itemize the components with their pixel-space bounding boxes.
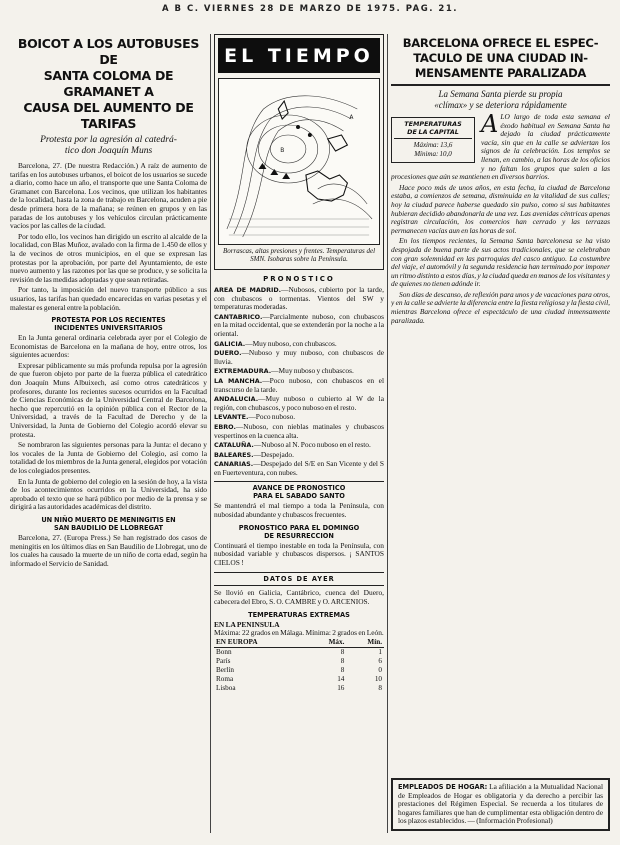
forecast-text: —Nubosos, cubierto por la tarde, con chubascos o tormentas. Vientos del SW y temperaturas moderadas. xyxy=(214,285,384,312)
datos-ayer-text: Se llovió en Galicia, Cantábrico, cuenca del Duero, cabecera del Ebro, S. O. CAMBRE y O. ARCENIOS. xyxy=(214,588,384,607)
table-cell: 14 xyxy=(337,675,345,684)
forecast-item xyxy=(214,413,384,422)
domingo-text: Continuará el tiempo inestable en toda la Península, con nubosidad variable y chubascos dispersos. ¡ SANTOS CIELOS ! xyxy=(214,540,384,567)
left-headline: BOICOT A LOS AUTOBUSES DE SANTA COLOMA DE GRAMANET A CAUSA DEL AUMENTO DE TARIFAS xyxy=(17,36,200,131)
forecast-region: EXTREMADURA. xyxy=(214,367,272,376)
column-rule xyxy=(387,34,388,833)
forecast-region: GALICIA. xyxy=(214,339,246,348)
paragraph: Hace poco más de unos años, en esta fecha, la ciudad de Barcelona estaba, a comienzos de semana, disminuida en la vitalidad de sus calles; hoy la ciudad parece haberse quedado sin pulso, como si sus habitantes hubieran decidido abandonarla de una vez. Las avenidas céntricas apenas registran circulación, los comercios han cerrado y las terrazas permanecen vacías aun en las horas de sol. xyxy=(391,182,610,235)
avance-text: Se mantendrá el mal tiempo a toda la Península, con nubosidad abundante y chubascos frecuentes. xyxy=(214,501,384,520)
headline-rule xyxy=(391,84,610,86)
forecast-text: —Poco nuboso, con chubascos en el transcurso de la tarde. xyxy=(214,375,384,394)
forecast-text: —Parcialmente nuboso, con chubascos en la mitad occidental, que se extenderán por la noche a la oriental. xyxy=(214,311,384,338)
paragraph: Por todo ello, los vecinos han dirigido un escrito al alcalde de la localidad, con Blas Muñoz, avalado con la firma de 1.450 de ellos y la de vecinos de otros municipios, en el que se expresan las protestas por la aprobación, por parte del Ayuntamiento, de este nuevo aumento y las razones por las que se produce, y se solicita la revisión de las medidas adoptadas y que sean retiradas. xyxy=(10,231,207,284)
forecast-text: —Despejado del S/E en San Vicente y del S en Fuerteventura, con nubes. xyxy=(214,459,384,477)
empleados-hogar-notice xyxy=(391,778,610,831)
capital-min: Mínima: 10,0 xyxy=(414,150,452,159)
capital-max: Máxima: 13,6 xyxy=(413,141,453,150)
right-headline: BARCELONA OFRECE EL ESPEC- TACULO DE UNA CIUDAD IN- MENSAMENTE PARALIZADA xyxy=(402,36,599,80)
forecast-text: —Muy nuboso, con chubascos. xyxy=(245,338,337,348)
left-subhead: Protesta por la agresión al catedrá- tico don Joaquín Muns xyxy=(40,135,177,156)
page-header: A B C. VIERNES 28 DE MARZO DE 1975. PAG. 21. xyxy=(162,4,458,14)
paragraph: Por tanto, la imposición del nuevo transporte público a sus usuarios, las tarifas han quedado encarecidas en varias pesetas y el malestar es general entre la población. xyxy=(10,285,207,312)
paragraph: LO largo de toda esta semana el éxodo habitual en Semana Santa ha dejado la ciudad prácticamente vacía, sin que en la calle se adviertan los signos de la celebración. Los templos se llenan, en cambio, a las horas de los oficios y no faltan los grupos que salen a las procesiones que aún se mantienen en diversos barrios. xyxy=(391,112,610,182)
weather-box xyxy=(214,34,384,270)
table-header-cell: Máx. xyxy=(306,638,346,648)
paragraph: En la Junta general ordinaria celebrada ayer por el Colegio de Economistas de Barcelona en la mañana de hoy, entre otros, los siguientes acuerdos: xyxy=(10,333,207,360)
forecast-region: BALEARES. xyxy=(214,450,254,459)
column-rule xyxy=(210,34,211,833)
forecast-region: CATALUÑA. xyxy=(214,441,254,450)
forecast-item xyxy=(214,313,384,339)
temperature-table xyxy=(214,638,384,693)
temps-line: Máxima: 22 grados en Málaga. Mínima: 2 grados en León. xyxy=(214,628,384,638)
paragraph: Barcelona, 27. (De nuestra Redacción.) A raíz de aumento de tarifas en los autobuses urbanos, el boicot de los usuarios se sucede a diario, como hace un año, el transporte que une Santa Coloma de Gramanet con Barcelona. Los vecinos, que utilizan los habitantes de la localidad, hasta la zona de trabajo en Barcelona, acuden a pie desde primera hora de la mañana; se reúnen en grupos y en las paradas de los autobuses y los vehículos circulan prácticamente vacíos por las calles de la ciudad. xyxy=(10,161,207,231)
right-article-body xyxy=(391,110,610,325)
isobar-map-graphic xyxy=(219,79,379,244)
forecast-region: DUERO. xyxy=(214,349,242,358)
table-cell: 16 xyxy=(337,684,345,693)
paragraph: Expresar públicamente su más profunda repulsa por la agresión de que fueron objeto por parte de la fuerza pública el catedrático don Joaquín Muns Albuixech, así como otros catedráticos y profesores, durante los recientes sucesos ocurridos en la Facultad de Ciencias Económicas de la Universidad Central de Barcelona, hecho que repercutió en la opinión pública con el Rector de la Universidad, a través de la Facultad de Derecho y de la Universidad, la Junta de Gobierno del Colegio acordó elevar su protesta. xyxy=(10,360,207,439)
paragraph: Son días de descanso, de reflexión para unos y de vacaciones para otros, y en la calle se advierte la diferencia entre la fiesta religiosa y la fiesta civil, mientras Barcelona ofrece el espectáculo de una ciudad inmensamente paralizada. xyxy=(391,289,610,325)
forecast-item xyxy=(214,395,384,412)
forecast-item xyxy=(214,367,384,376)
section-heading-meningitis: UN NIÑO MUERTO DE MENINGITIS EN SAN BAUDILIO DE LLOBREGAT xyxy=(41,515,176,532)
paragraph: En los tiempos recientes, la Semana Santa barcelonesa se ha visto despojada de buena parte de sus actos tradicionales, que se celebraban con gran solemnidad en las parroquias del casco antiguo. La costumbre del viaje, el automóvil y la segunda residencia han terminado por imponer un ritmo distinto a estos días, y la ciudad queda en manos de los visitantes y de quienes no tienen adónde ir. xyxy=(391,236,610,289)
forecast-region: CANARIAS. xyxy=(214,460,254,469)
forecast-region: CANTABRICO. xyxy=(214,312,263,321)
notice-lead: EMPLEADOS DE HOGAR: xyxy=(398,783,488,792)
forecast-item xyxy=(214,340,384,349)
forecast-item xyxy=(214,377,384,394)
forecast-text: —Nuboso al N. Poco nuboso en el resto. xyxy=(253,440,371,450)
weather-map-caption: Borrascas, altas presiones y frentes. Temperaturas del SMN. Isobaras sobre la Península. xyxy=(222,247,376,263)
avance-heading: AVANCE DE PRONOSTICO PARA EL SABADO SANTO xyxy=(214,481,384,500)
domingo-heading: PRONOSTICO PARA EL DOMINGO DE RESURRECCION xyxy=(238,523,360,540)
table-header-cell: Mín. xyxy=(346,638,384,648)
right-column xyxy=(391,22,610,845)
table-cell: Bonn xyxy=(216,648,232,657)
forecast-region: LEVANTE. xyxy=(214,413,249,422)
svg-text:A: A xyxy=(349,113,354,122)
forecast-region: ANDALUCIA. xyxy=(214,395,259,404)
drop-cap: A xyxy=(481,110,499,138)
left-article-body xyxy=(10,162,207,568)
paragraph: Se nombraron las siguientes personas para la Junta: el decano y los vocales de la Junta de Gobierno del Colegio, así como la totalidad de los miembros de la Junta general, elegidos por votación de los colegiados presentes. xyxy=(10,440,207,475)
notice-text: La afiliación a la Mutualidad Nacional de Empleados de Hogar es obligatoria y da derecho a percibir las prestaciones del Régimen Especial. Se recuerda a los titulares de hogares familiares que han de cumplimentar esta obligación dentro de los plazos establecidos. — (Información Profesional) xyxy=(398,782,603,826)
table-cell: 8 xyxy=(340,657,345,666)
svg-text:B: B xyxy=(280,146,285,155)
temps-sub: EN LA PENINSULA xyxy=(214,619,280,629)
table-row xyxy=(214,657,384,666)
table-cell: Berlín xyxy=(216,666,234,675)
forecast-text: —Muy nuboso o cubierto al W de la región, con chubascos, y poco nuboso en el resto. xyxy=(214,394,384,412)
forecast-item xyxy=(214,460,384,477)
table-cell: 8 xyxy=(340,666,345,675)
table-cell: París xyxy=(216,657,231,666)
forecast-item xyxy=(214,286,384,312)
table-cell: 8 xyxy=(340,648,345,657)
forecast-item xyxy=(214,349,384,366)
forecast-text: —Poco nuboso. xyxy=(248,412,296,422)
forecast-text: —Despejado. xyxy=(253,449,294,459)
table-cell: 6 xyxy=(378,657,382,666)
forecast-item xyxy=(214,423,384,440)
forecast-text: —Muy nuboso y chubascos. xyxy=(271,366,354,376)
table-header-cell: EN EUROPA xyxy=(214,638,306,648)
forecast-item xyxy=(214,441,384,450)
table-cell: 1 xyxy=(378,648,382,657)
capital-temperature-box xyxy=(391,117,475,163)
right-subhead: La Semana Santa pierde su propia «clímax» y se deteriora rápidamente xyxy=(434,89,567,110)
paragraph: En la Junta de gobierno del colegio en la sesión de hoy, a la vista de los acontecimientos ocurridos en la Universidad, ha sido aprobado el texto que se hará público por medio de la prensa y se dirigirá a las autoridades académicas del distrito. xyxy=(10,476,207,512)
weather-column xyxy=(214,22,384,845)
forecast-text: —Nuboso y muy nuboso, con chubascos de lluvia. xyxy=(214,348,384,366)
temps-heading: TEMPERATURAS EXTREMAS xyxy=(248,610,350,619)
forecast-region: EBRO. xyxy=(214,422,236,431)
capital-temperature-title: TEMPERATURAS DE LA CAPITAL xyxy=(394,121,472,139)
table-cell: Lisboa xyxy=(216,684,236,693)
table-header-row xyxy=(214,638,384,648)
table-cell: 0 xyxy=(378,666,382,675)
datos-ayer-title: DATOS DE AYER xyxy=(214,572,384,586)
weather-title: EL TIEMPO xyxy=(218,38,380,73)
table-cell: Roma xyxy=(216,675,234,684)
table-cell: 10 xyxy=(374,675,382,684)
table-row xyxy=(214,666,384,675)
paragraph: Barcelona, 27. (Europa Press.) Se han registrado dos casos de meningitis en los últimos días en San Baudilio de Llobregat, uno de los cuales ha causado la muerte de un niño de corta edad, según ha informado el Servicio de Sanidad. xyxy=(10,532,207,568)
table-row xyxy=(214,684,384,693)
forecast-text: —Nuboso, con nieblas matinales y chubascos vespertinos en la cuenca alta. xyxy=(214,421,384,440)
section-heading-protesta: PROTESTA POR LOS RECIENTES INCIDENTES UNIVERSITARIOS xyxy=(51,316,166,333)
forecast-list xyxy=(214,286,384,477)
table-cell: 8 xyxy=(378,684,382,693)
weather-map xyxy=(218,78,380,245)
forecast-item xyxy=(214,451,384,460)
left-column xyxy=(10,22,207,845)
table-row xyxy=(214,647,384,657)
table-row xyxy=(214,675,384,684)
forecast-region: LA MANCHA. xyxy=(214,376,263,385)
forecast-region: AREA DE MADRID. xyxy=(214,286,282,294)
forecast-title: PRONOSTICO xyxy=(263,275,335,283)
